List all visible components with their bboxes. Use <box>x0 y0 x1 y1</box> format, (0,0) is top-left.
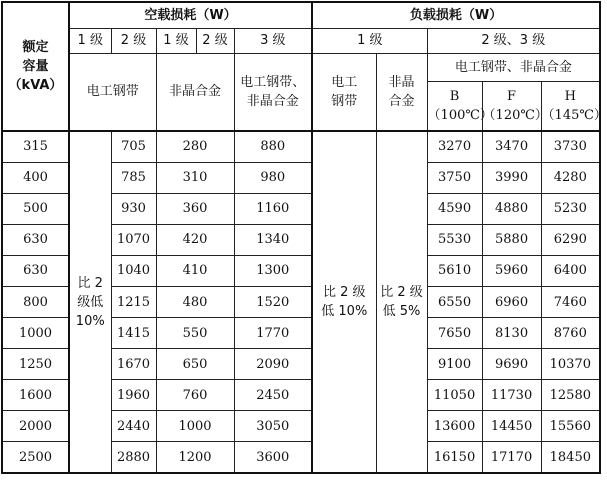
capacity-cell: 630 <box>2 224 69 255</box>
nl-amorphous-cell: 410 <box>156 255 234 286</box>
nl-grade3-cell: 1340 <box>234 224 312 255</box>
capacity-cell: 500 <box>2 193 69 224</box>
capacity-cell: 1250 <box>2 349 69 380</box>
capacity-cell: 630 <box>2 255 69 286</box>
col-b-cell: 7650 <box>427 318 482 349</box>
col-f-cell: 5880 <box>482 224 541 255</box>
nl-grade3-cell: 1770 <box>234 318 312 349</box>
nl-amorphous-cell: 650 <box>156 349 234 380</box>
capacity-cell: 2000 <box>2 411 69 442</box>
col-f-cell: 6960 <box>482 286 541 317</box>
nl-grade1b-header: 1 级 <box>156 28 196 53</box>
nl-steel-amorphous-header: 电工钢带、 非晶合金 <box>234 53 312 131</box>
col-b-cell: 9100 <box>427 349 482 380</box>
nl-grade2-steel-cell: 1415 <box>111 318 156 349</box>
loss-spec-table <box>1 1 607 474</box>
nl-grade3-cell: 980 <box>234 162 312 193</box>
nl-grade2-steel-cell: 1070 <box>111 224 156 255</box>
ll-grade1-header: 1 级 <box>312 28 427 53</box>
capacity-cell: 315 <box>2 131 69 162</box>
col-f-cell: 4880 <box>482 193 541 224</box>
nl-grade3-cell: 3050 <box>234 411 312 442</box>
nl-grade3-cell: 1300 <box>234 255 312 286</box>
col-h-cell: 12580 <box>541 380 600 411</box>
nl-amorphous-cell: 1200 <box>156 442 234 473</box>
nl-grade2-steel-cell: 2440 <box>111 411 156 442</box>
col-f-cell: 3990 <box>482 162 541 193</box>
col-h-cell: 8760 <box>541 318 600 349</box>
nl-amorphous-cell: 280 <box>156 131 234 162</box>
col-f-cell: 3470 <box>482 131 541 162</box>
nl-grade2-steel-cell: 705 <box>111 131 156 162</box>
nl-grade2-steel-cell: 930 <box>111 193 156 224</box>
col-b-header: B （100℃） <box>427 81 482 131</box>
col-h-cell: 18450 <box>541 442 600 473</box>
col-h-cell: 7460 <box>541 286 600 317</box>
col-f-cell: 5960 <box>482 255 541 286</box>
ll-grade23-header: 2 级、3 级 <box>427 28 600 53</box>
col-f-cell: 9690 <box>482 349 541 380</box>
nl-grade2-steel-cell: 1960 <box>111 380 156 411</box>
col-f-cell: 11730 <box>482 380 541 411</box>
nl-amorphous-header: 非晶合金 <box>156 53 234 131</box>
col-h-cell: 6400 <box>541 255 600 286</box>
nl-grade2-steel-cell: 1215 <box>111 286 156 317</box>
nl-grade2-header: 2 级 <box>111 28 156 53</box>
col-f-cell: 8130 <box>482 318 541 349</box>
col-b-cell: 5610 <box>427 255 482 286</box>
ll-grade1-amorphous-merged-cell: 比 2 级 低 5% <box>376 131 427 473</box>
capacity-cell: 1000 <box>2 318 69 349</box>
nl-grade2-steel-cell: 785 <box>111 162 156 193</box>
nl-grade2b-header: 2 级 <box>196 28 234 53</box>
col-b-cell: 3750 <box>427 162 482 193</box>
col-h-cell: 15560 <box>541 411 600 442</box>
col-b-cell: 5530 <box>427 224 482 255</box>
nl-grade3-header: 3 级 <box>234 28 312 53</box>
capacity-cell: 400 <box>2 162 69 193</box>
nl-grade3-cell: 1520 <box>234 286 312 317</box>
nl-amorphous-cell: 420 <box>156 224 234 255</box>
capacity-cell: 1600 <box>2 380 69 411</box>
col-f-header: F （120℃） <box>482 81 541 131</box>
nl-amorphous-cell: 550 <box>156 318 234 349</box>
nl-grade2-steel-cell: 2880 <box>111 442 156 473</box>
col-h-cell: 10370 <box>541 349 600 380</box>
nl-silicon-steel-header: 电工钢带 <box>69 53 156 131</box>
col-b-cell: 16150 <box>427 442 482 473</box>
ll-grade1-steel-merged-cell: 比 2 级 低 10% <box>312 131 376 473</box>
nl-grade3-cell: 3600 <box>234 442 312 473</box>
nl-grade3-cell: 880 <box>234 131 312 162</box>
col-b-cell: 6550 <box>427 286 482 317</box>
col-f-cell: 14450 <box>482 411 541 442</box>
col-h-cell: 3730 <box>541 131 600 162</box>
col-h-header: H （145℃） <box>541 81 600 131</box>
nl-grade2-steel-cell: 1670 <box>111 349 156 380</box>
nl-amorphous-cell: 1000 <box>156 411 234 442</box>
nl-amorphous-cell: 480 <box>156 286 234 317</box>
col-h-cell: 4280 <box>541 162 600 193</box>
col-b-cell: 13600 <box>427 411 482 442</box>
capacity-cell: 800 <box>2 286 69 317</box>
ll-silicon-steel-header: 电工 钢带 <box>312 53 376 131</box>
nl-grade3-cell: 1160 <box>234 193 312 224</box>
no-load-loss-header: 空载损耗（W） <box>69 2 312 28</box>
col-h-cell: 6290 <box>541 224 600 255</box>
nl-amorphous-cell: 310 <box>156 162 234 193</box>
ll-steel-amorphous-header: 电工钢带、非晶合金 <box>427 53 600 81</box>
load-loss-header: 负载损耗（W） <box>312 2 600 28</box>
nl-grade3-cell: 2450 <box>234 380 312 411</box>
rated-capacity-header: 额定 容量 （kVA） <box>2 2 69 131</box>
col-h-cell: 5230 <box>541 193 600 224</box>
col-b-cell: 4590 <box>427 193 482 224</box>
capacity-cell: 2500 <box>2 442 69 473</box>
table-row <box>2 131 600 162</box>
col-f-cell: 17170 <box>482 442 541 473</box>
nl-grade1-header: 1 级 <box>69 28 111 53</box>
nl-grade2-steel-cell: 1040 <box>111 255 156 286</box>
nl-amorphous-cell: 760 <box>156 380 234 411</box>
nl-grade3-cell: 2090 <box>234 349 312 380</box>
col-b-cell: 11050 <box>427 380 482 411</box>
ll-amorphous-header: 非晶 合金 <box>376 53 427 131</box>
nl-grade1-merged-cell: 比 2 级低 10% <box>69 131 111 473</box>
col-b-cell: 3270 <box>427 131 482 162</box>
nl-amorphous-cell: 360 <box>156 193 234 224</box>
